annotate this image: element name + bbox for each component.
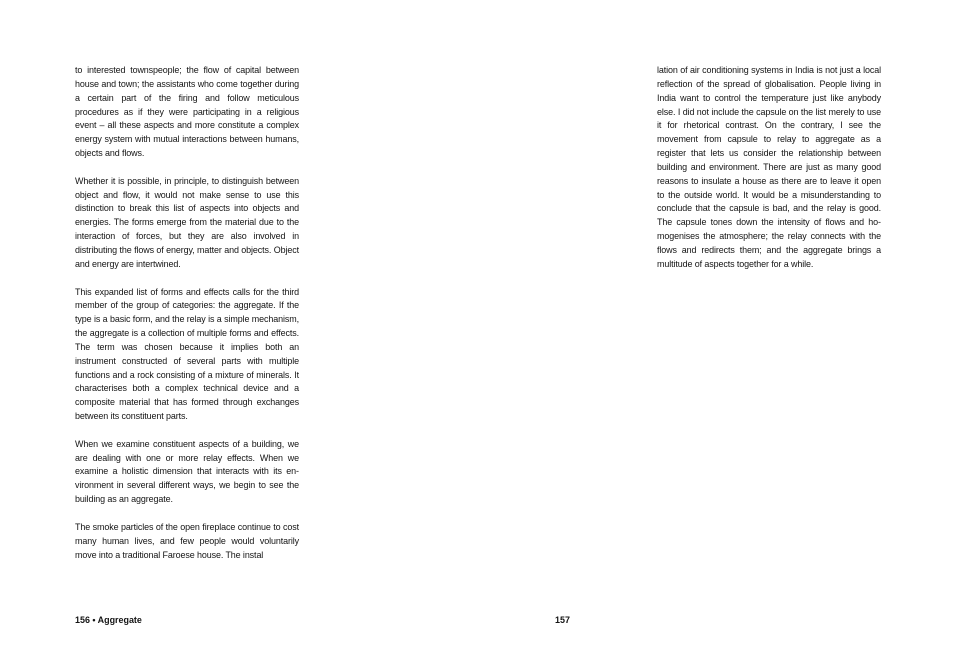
paragraph-2: Whether it is possible, in principle, to distinguish between object and flow, it would not make sense to use this distinction to break this list of aspects into objects and energies. The forms emerge from the material due to the interaction of forces, but they are also involved in distributing the flows of energy, matter and objects. Object and energy are intertwined. (75, 175, 299, 269)
paragraph-4: When we examine constituent aspects of a building, we are dealing with one or more relay effects. When we examine a holistic dimension that interacts with its environment in several different ways, we begin to see the building as an aggregate. (75, 438, 299, 505)
paragraph-1: to interested townspeople; the flow of capital between house and town; the assistants who come together during a certain part of the firing and follow meticulous procedures as if they were participating in a religious event – all these aspects and more constitute a complex energy system with mutual interactions between humans, objects and flows. (75, 65, 299, 159)
left-page-text-column (75, 64, 299, 576)
paragraph-3: This expanded list of forms and effects calls for the third member of the group of categories: the aggregate. If the type is a basic form, and the relay is a simple mechanism, the aggregate is a collection of multiple forms and effects. The term was chosen because it implies both an instrument constructed of several parts with multiple functions and a rock consisting of a mixture of minerals. It characterises both a complex technical device and a composite material that has formed through exchanges between its constituent parts. (75, 286, 299, 422)
right-page-number: 157 (555, 615, 570, 625)
paragraph-6: lation of air conditioning systems in India is not just a local reflection of the spread of globalisation. People living in India want to control the temperature just like anybody else. I did not include the capsule on the list merely to use it for rhetorical contrast. On the contrary, I see the movement from capsule to relay to aggregate as a register that lets us consider the relationship between building and environment. There are just as many good reasons to insulate a house as there are to leave it open to the outside world. It would be a misunderstanding to conclude that the capsule is bad, and the relay is good. The capsule tones down the intensity of flows and homogenises the atmosphere; the relay connects with the flows and redirects them; and the aggregate brings a multitude of aspects together for a while. (657, 65, 881, 269)
left-page-footer: 156 • Aggregate (75, 615, 142, 625)
right-page-text-column (657, 64, 881, 286)
paragraph-5: The smoke particles of the open fireplace continue to cost many human lives, and few people would voluntarily move into a traditional Faroese house. The instal (75, 521, 299, 560)
